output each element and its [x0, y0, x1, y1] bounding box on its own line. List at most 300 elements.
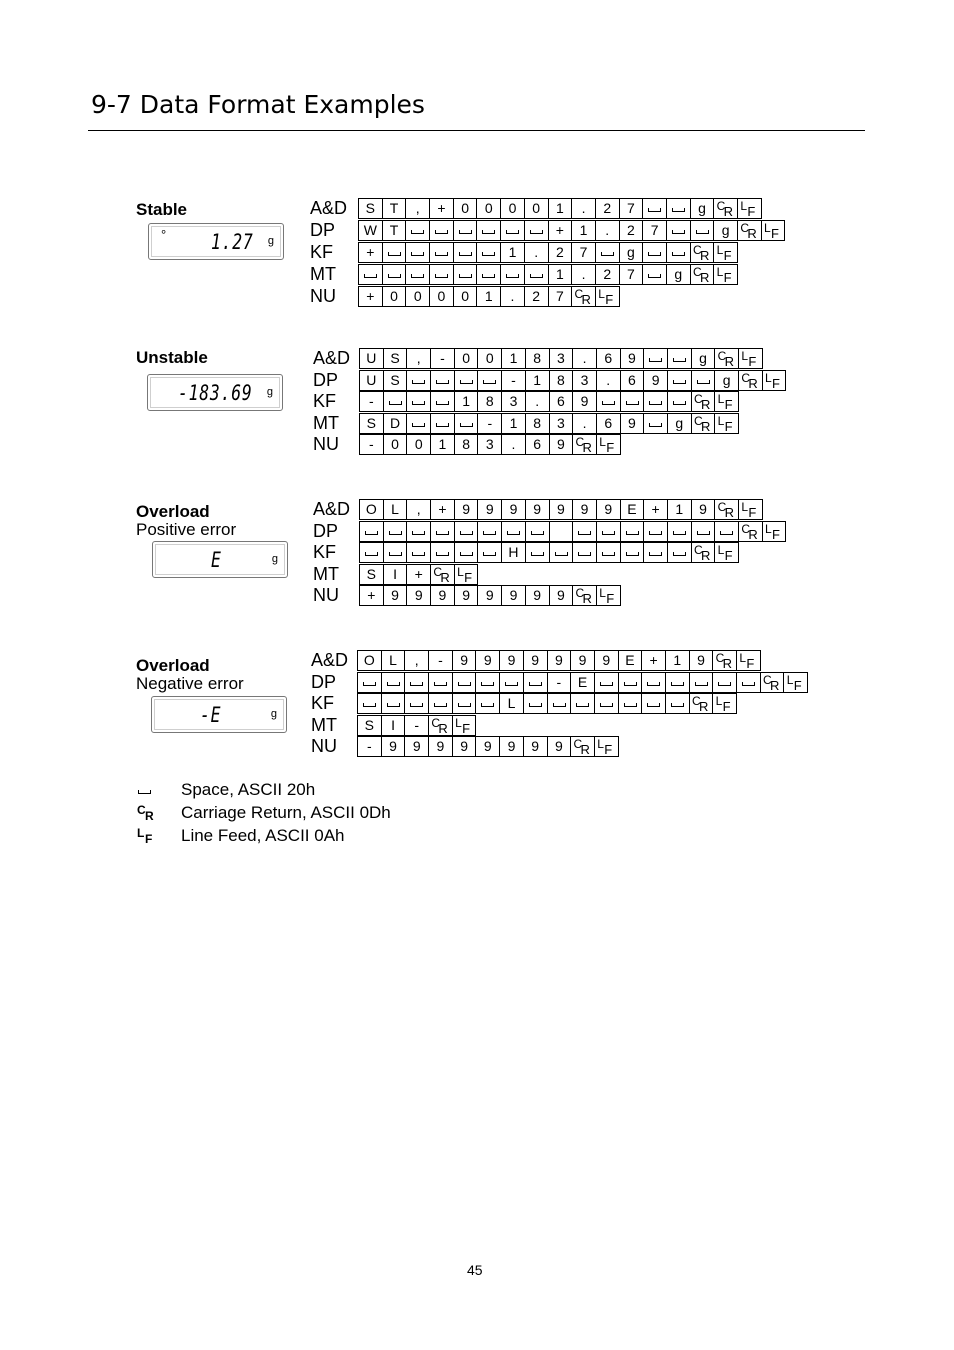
space-cell [643, 391, 668, 412]
char-cell: 9 [404, 736, 429, 757]
lf-cell [713, 264, 738, 285]
char-cell: 2 [524, 286, 549, 307]
page-title: 9-7 Data Format Examples [91, 90, 425, 119]
char-cell: T [382, 220, 407, 241]
space-symbol-icon [481, 703, 494, 707]
space-cell [404, 693, 429, 714]
space-cell [430, 521, 455, 542]
space-symbol-icon [695, 682, 708, 686]
lf-cell [595, 286, 620, 307]
char-cell: 1 [476, 286, 501, 307]
char-cell: 9 [525, 585, 550, 606]
char-cell: . [501, 434, 526, 455]
char-cell: - [404, 715, 429, 736]
space-symbol-icon [482, 252, 495, 256]
char-cell: W [358, 220, 383, 241]
line-feed-icon: L F [599, 435, 615, 455]
char-cell: D [383, 413, 408, 434]
char-cell: 6 [596, 348, 621, 369]
lf-cell [594, 736, 619, 757]
format-label: KF [311, 693, 335, 713]
space-cell [620, 521, 645, 542]
char-cell: , [406, 348, 431, 369]
space-cell [547, 693, 572, 714]
char-cell: 9 [523, 650, 548, 671]
lf-cell [761, 220, 786, 241]
space-symbol-icon [649, 423, 662, 427]
space-cell [454, 370, 479, 391]
character-cells [359, 370, 786, 391]
space-symbol-icon [555, 552, 568, 556]
space-cell [642, 198, 667, 219]
space-cell [523, 693, 548, 714]
char-cell: g [690, 198, 715, 219]
format-row-mt [313, 413, 813, 434]
space-cell [357, 672, 382, 693]
char-cell: . [572, 413, 597, 434]
space-cell [500, 264, 525, 285]
cr-cell [690, 264, 715, 285]
space-cell [524, 220, 549, 241]
carriage-return-icon: C R [433, 564, 450, 585]
cr-cell [690, 242, 715, 263]
char-cell: + [430, 499, 455, 520]
character-cells [359, 521, 786, 542]
char-cell: O [359, 499, 384, 520]
space-symbol-icon [624, 703, 637, 707]
space-cell [428, 672, 453, 693]
cr-cell [713, 198, 738, 219]
space-cell [667, 391, 692, 412]
char-cell: 2 [595, 264, 620, 285]
space-cell [383, 391, 408, 412]
format-row-dp [313, 521, 813, 542]
char-cell: 8 [525, 348, 550, 369]
char-cell: 9 [594, 650, 619, 671]
format-label: MT [310, 264, 336, 284]
space-symbol-icon [410, 703, 423, 707]
char-cell: 9 [547, 736, 572, 757]
balance-display [148, 223, 284, 260]
line-feed-icon: L F [599, 586, 615, 606]
char-cell: 6 [620, 370, 645, 391]
char-cell: + [548, 220, 573, 241]
character-cells [359, 413, 739, 434]
character-cells [357, 672, 808, 693]
space-symbol-icon [673, 552, 686, 556]
char-cell: 0 [453, 286, 478, 307]
carriage-return-icon: C R [431, 715, 448, 736]
character-cells [358, 264, 738, 285]
section-heading: Overload [136, 502, 210, 521]
cr-cell [738, 370, 763, 391]
space-symbol-icon [434, 703, 447, 707]
format-row-nu [311, 736, 811, 757]
space-symbol-icon [387, 703, 400, 707]
space-cell [689, 672, 714, 693]
line-feed-icon: L F [717, 543, 733, 563]
space-symbol-icon [411, 274, 424, 278]
character-cells [359, 542, 739, 563]
display-value: -183.69 [178, 381, 253, 405]
space-cell [666, 242, 691, 263]
char-cell: 9 [475, 736, 500, 757]
space-cell [572, 521, 597, 542]
space-cell [665, 672, 690, 693]
space-cell [572, 542, 597, 563]
space-symbol-icon [506, 274, 519, 278]
space-cell [666, 220, 691, 241]
space-symbol-icon [531, 552, 544, 556]
char-cell: 7 [619, 264, 644, 285]
format-label: NU [313, 434, 339, 454]
section-heading: Unstable [136, 348, 208, 367]
char-cell: 7 [619, 198, 644, 219]
space-symbol-icon [436, 423, 449, 427]
char-cell: 9 [549, 585, 574, 606]
char-cell: - [501, 370, 526, 391]
space-symbol-icon [600, 682, 613, 686]
char-cell: + [643, 499, 668, 520]
space-symbol-icon [672, 230, 685, 234]
space-cell [620, 391, 645, 412]
char-cell: , [405, 198, 430, 219]
char-cell: 9 [406, 585, 431, 606]
space-cell [643, 413, 668, 434]
char-cell: 1 [501, 413, 526, 434]
space-cell [476, 264, 501, 285]
carriage-return-icon: C R [741, 521, 758, 542]
cr-cell [572, 434, 597, 455]
char-cell: + [358, 286, 383, 307]
format-label: KF [313, 542, 337, 562]
lf-cell [712, 693, 737, 714]
char-cell: g [619, 242, 644, 263]
format-label: NU [313, 585, 339, 605]
char-cell: 9 [477, 499, 502, 520]
space-symbol-icon [458, 682, 471, 686]
format-label: KF [310, 242, 334, 262]
char-cell: 1 [501, 348, 526, 369]
space-symbol-icon [412, 380, 425, 384]
space-cell [665, 693, 690, 714]
space-cell [525, 521, 550, 542]
lf-cell [762, 521, 787, 542]
space-symbol-icon [602, 531, 615, 535]
char-cell: 9 [475, 650, 500, 671]
char-cell: g [666, 264, 691, 285]
space-symbol-icon [483, 531, 496, 535]
carriage-return-icon: C R [717, 349, 735, 369]
cr-cell [737, 220, 762, 241]
space-cell [501, 521, 526, 542]
space-symbol-icon [459, 274, 472, 278]
line-feed-icon: L F [765, 521, 780, 542]
space-symbol-icon [530, 274, 543, 278]
format-label: A&D [313, 348, 351, 368]
char-cell: 9 [452, 650, 477, 671]
char-cell: 1 [454, 391, 479, 412]
space-symbol-icon [388, 274, 401, 278]
char-cell: 9 [572, 499, 597, 520]
char-cell: S [383, 348, 408, 369]
cr-cell [760, 672, 785, 693]
display-unit: g [271, 553, 278, 565]
space-cell [524, 264, 549, 285]
lf-cell [762, 370, 787, 391]
char-cell: 9 [547, 650, 572, 671]
char-cell: 1 [430, 434, 455, 455]
legend-text: Line Feed, ASCII 0Ah [181, 826, 345, 845]
char-cell: 6 [596, 413, 621, 434]
char-cell: 9 [381, 736, 406, 757]
char-cell: + [641, 650, 666, 671]
space-symbol-icon [483, 380, 496, 384]
char-cell: 9 [570, 650, 595, 671]
line-feed-icon: L F [741, 349, 757, 369]
char-cell: - [547, 672, 572, 693]
space-cell [453, 264, 478, 285]
space-cell [359, 521, 384, 542]
char-cell: 1 [500, 242, 525, 263]
carriage-return-icon: C R [692, 265, 710, 285]
space-symbol-icon [671, 703, 684, 707]
space-symbol-icon [435, 274, 448, 278]
display-value: 1.27 [211, 230, 254, 254]
space-symbol-icon [697, 380, 710, 384]
char-cell: 0 [429, 286, 454, 307]
space-symbol-icon [365, 552, 378, 556]
cr-cell [689, 693, 714, 714]
char-cell: 1 [667, 499, 692, 520]
legend-text: Space, ASCII 20h [181, 780, 316, 799]
space-symbol-icon [460, 423, 473, 427]
space-cell [643, 348, 668, 369]
space-cell [642, 242, 667, 263]
char-cell: 9 [596, 499, 621, 520]
space-cell [642, 264, 667, 285]
space-cell [406, 521, 431, 542]
space-symbol-icon [387, 682, 400, 686]
line-feed-icon: L F [455, 715, 471, 736]
space-symbol-icon [459, 252, 472, 256]
space-cell [430, 542, 455, 563]
space-cell [453, 242, 478, 263]
cr-cell [571, 286, 596, 307]
space-symbol-icon [578, 552, 591, 556]
space-symbol-icon [626, 401, 639, 405]
carriage-return-icon: C R [717, 500, 735, 520]
space-cell [430, 391, 455, 412]
space-cell [594, 693, 619, 714]
line-feed-icon: L F [717, 392, 733, 412]
char-cell: 1 [665, 650, 690, 671]
space-cell [691, 370, 716, 391]
space-cell [406, 391, 431, 412]
space-symbol-icon [388, 252, 401, 256]
cr-cell [691, 413, 716, 434]
space-cell [454, 521, 479, 542]
lf-cell [596, 434, 621, 455]
space-symbol-icon [505, 682, 518, 686]
space-symbol-icon [648, 208, 661, 212]
line-feed-icon: L F [741, 500, 757, 520]
char-cell: + [406, 564, 431, 585]
space-symbol-icon [365, 531, 378, 535]
carriage-return-icon: C R [716, 199, 734, 219]
space-symbol-icon [435, 252, 448, 256]
carriage-return-icon: C R [574, 287, 591, 307]
space-symbol-icon [673, 358, 686, 362]
space-symbol-icon [481, 682, 494, 686]
line-feed-icon: L F [764, 221, 779, 241]
char-cell: 9 [430, 585, 455, 606]
format-row-dp [313, 370, 813, 391]
char-cell: 0 [453, 198, 478, 219]
space-symbol-icon [459, 230, 472, 234]
format-row-aandd [313, 499, 813, 520]
space-cell [406, 542, 431, 563]
char-cell: 9 [643, 370, 668, 391]
format-label: MT [311, 714, 337, 735]
char-cell: S [357, 715, 382, 736]
space-symbol-icon [626, 531, 639, 535]
char-cell: 9 [501, 499, 526, 520]
section-subheading: Positive error [136, 520, 237, 539]
char-cell: 3 [549, 348, 574, 369]
char-cell: 1 [525, 370, 550, 391]
balance-display [151, 696, 287, 733]
space-cell [523, 672, 548, 693]
carriage-return-icon: C R [693, 543, 711, 563]
space-symbol-icon [363, 682, 376, 686]
space-symbol-icon [507, 531, 520, 535]
space-cell [406, 370, 431, 391]
space-cell [429, 242, 454, 263]
format-row-kf [310, 242, 810, 263]
space-cell [452, 693, 477, 714]
page-number: 45 [467, 1262, 483, 1278]
space-cell [595, 242, 620, 263]
line-feed-icon: L F [717, 413, 733, 434]
format-row-mt [310, 264, 810, 285]
space-symbol-icon [602, 552, 615, 556]
space-cell [712, 672, 737, 693]
space-symbol-icon [482, 230, 495, 234]
char-cell: E [570, 672, 595, 693]
char-cell: 9 [689, 650, 714, 671]
char-cell: T [382, 198, 407, 219]
char-cell: + [359, 585, 384, 606]
char-cell: - [430, 348, 455, 369]
stable-indicator-icon: ° [161, 227, 167, 242]
space-symbol-icon [483, 552, 496, 556]
char-cell: 0 [524, 198, 549, 219]
carriage-return-icon: C R [575, 435, 592, 455]
lf-cell [783, 672, 808, 693]
space-cell [429, 264, 454, 285]
char-cell: 0 [477, 348, 502, 369]
character-cells [357, 715, 476, 736]
format-label: MT [313, 412, 339, 433]
char-cell: . [571, 198, 596, 219]
display-unit: g [267, 235, 274, 247]
space-cell [477, 542, 502, 563]
space-symbol-icon [648, 274, 661, 278]
char-cell: 9 [523, 736, 548, 757]
char-cell: + [429, 198, 454, 219]
space-symbol-icon [434, 682, 447, 686]
character-cells [358, 242, 738, 263]
space-cell [618, 693, 643, 714]
space-symbol-icon [389, 531, 402, 535]
lf-cell [452, 715, 477, 736]
space-cell [641, 672, 666, 693]
line-feed-symbol-icon: L F [137, 826, 153, 846]
format-row-aandd [311, 650, 811, 671]
char-cell: . [500, 286, 525, 307]
char-cell: 9 [572, 391, 597, 412]
line-feed-icon: L F [716, 265, 732, 285]
space-cell [596, 542, 621, 563]
char-cell: U [359, 370, 384, 391]
space-cell [476, 242, 501, 263]
char-cell: 9 [454, 585, 479, 606]
lf-cell [738, 348, 763, 369]
space-symbol-icon [531, 531, 544, 535]
display-unit: g [270, 708, 277, 720]
carriage-return-icon: C R [573, 737, 590, 757]
line-feed-icon: L F [715, 694, 731, 714]
line-feed-icon: L F [598, 287, 614, 307]
format-row-dp [311, 672, 811, 693]
space-cell [428, 693, 453, 714]
space-cell [383, 542, 408, 563]
space-cell [499, 672, 524, 693]
space-cell [477, 370, 502, 391]
char-cell: 3 [477, 434, 502, 455]
char-cell: g [713, 220, 738, 241]
char-cell: g [667, 413, 692, 434]
space-cell [405, 220, 430, 241]
space-cell [549, 542, 574, 563]
carriage-return-icon: C R [575, 586, 592, 606]
cr-cell [714, 499, 739, 520]
space-symbol-icon [649, 531, 662, 535]
space-symbol-icon [671, 682, 684, 686]
section-heading: Overload [136, 656, 210, 675]
space-cell [357, 693, 382, 714]
format-label: MT [313, 563, 339, 584]
char-cell: 9 [525, 499, 550, 520]
space-symbol-icon [647, 703, 660, 707]
carriage-return-icon: C R [692, 243, 710, 263]
space-symbol-icon [718, 682, 731, 686]
space-cell [383, 521, 408, 542]
space-symbol-icon [412, 401, 425, 405]
space-cell [381, 693, 406, 714]
lf-cell [714, 542, 739, 563]
space-symbol-icon [697, 531, 710, 535]
space-cell [618, 672, 643, 693]
char-cell: L [499, 693, 524, 714]
char-cell: 1 [548, 198, 573, 219]
space-symbol-icon [364, 274, 377, 278]
char-cell: - [428, 650, 453, 671]
space-cell [452, 672, 477, 693]
char-cell: g [691, 348, 716, 369]
format-row-kf [311, 693, 811, 714]
